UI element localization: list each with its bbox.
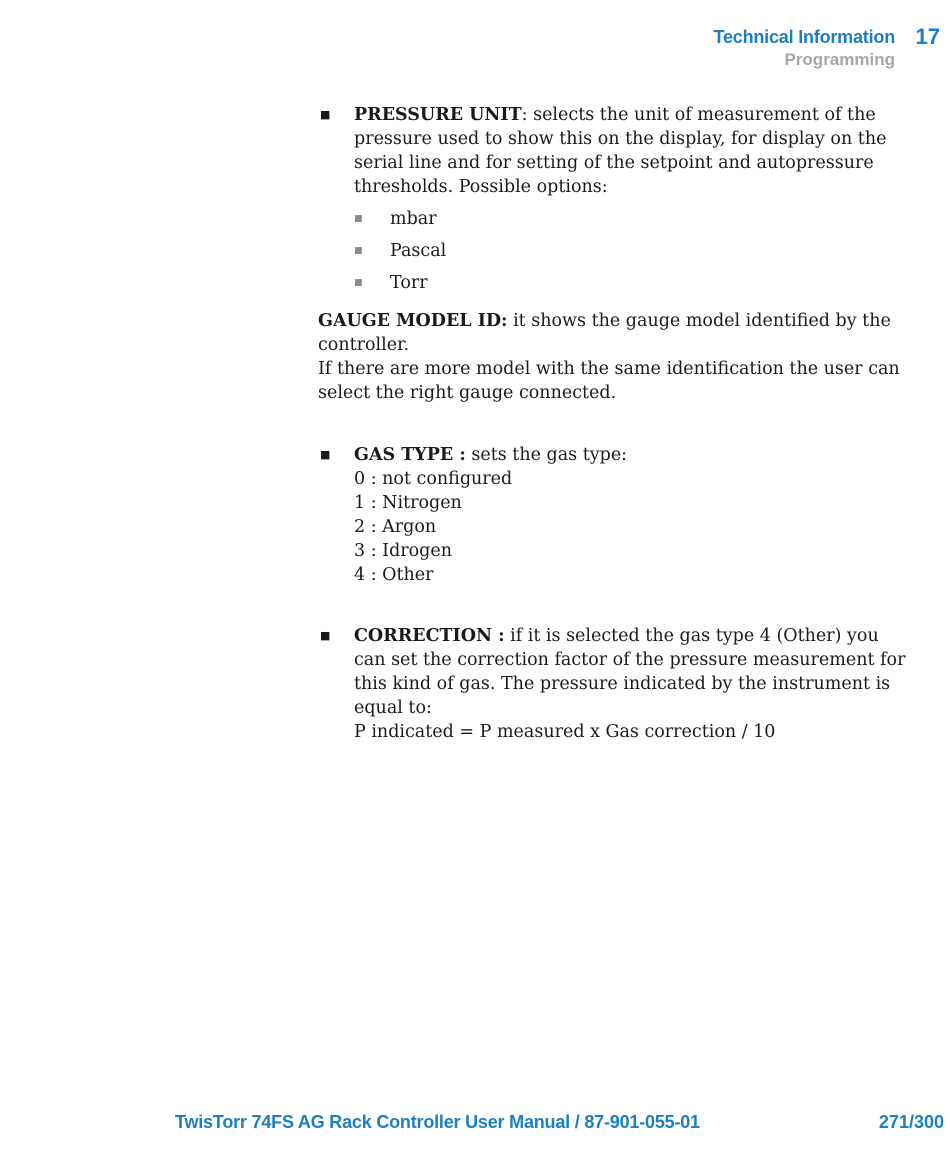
gauge-model-note: If there are more model with the same identification the user can select the right gauge connected. <box>318 359 900 403</box>
gas-type-option: 1 : Nitrogen <box>354 493 462 513</box>
header-section-title: Technical Information <box>713 27 895 47</box>
gas-type-text: sets the gas type: <box>465 445 628 465</box>
pressure-option <box>318 239 908 263</box>
bullet-icon: ■ <box>320 108 331 121</box>
gas-type-option: 0 : not configured <box>354 469 513 489</box>
gauge-model-term: GAUGE MODEL ID: <box>318 311 508 331</box>
gauge-model-paragraph <box>318 309 908 357</box>
gas-type-item <box>318 443 908 587</box>
page-content <box>318 103 908 744</box>
bullet-icon: ■ <box>320 629 331 642</box>
correction-formula: P indicated = P measured x Gas correction / 10 <box>354 722 776 742</box>
pressure-unit-term: PRESSURE UNIT <box>354 105 522 125</box>
correction-term: CORRECTION : <box>354 626 505 646</box>
gas-type-option: 3 : Idrogen <box>354 541 453 561</box>
bullet-icon: ■ <box>320 448 331 461</box>
pressure-option <box>318 271 908 295</box>
correction-text: if it is selected the gas type 4 (Other) you can set the correction factor of the pressure measurement for this kind of gas. The pressure indicated by the instrument is equal to: <box>354 626 906 718</box>
sub-bullet-icon: ■ <box>354 214 363 224</box>
gas-type-term: GAS TYPE : <box>354 445 466 465</box>
sub-bullet-icon: ■ <box>354 278 363 288</box>
pressure-option-label: Torr <box>390 273 428 293</box>
correction-item <box>318 624 908 744</box>
gas-type-option: 4 : Other <box>354 565 434 585</box>
gauge-model-text: it shows the gauge model identified by the controller. <box>318 311 891 355</box>
header-subsection: Programming <box>784 50 895 69</box>
footer-manual-title: TwisTorr 74FS AG Rack Controller User Manual / 87-901-055-01 <box>175 1112 700 1132</box>
gas-type-option: 2 : Argon <box>354 517 437 537</box>
pressure-unit-item <box>318 103 908 199</box>
pressure-option-label: Pascal <box>390 241 447 261</box>
page-number: 271/300 <box>878 1112 944 1132</box>
pressure-option-label: mbar <box>390 209 437 229</box>
sub-bullet-icon: ■ <box>354 246 363 256</box>
pressure-option <box>318 207 908 231</box>
chapter-number: 17 <box>915 24 940 49</box>
pressure-unit-text: : selects the unit of measurement of the pressure used to show this on the display, for display on the serial line and for setting of the setpoint and autopressure thresholds. Possible options: <box>354 105 887 197</box>
